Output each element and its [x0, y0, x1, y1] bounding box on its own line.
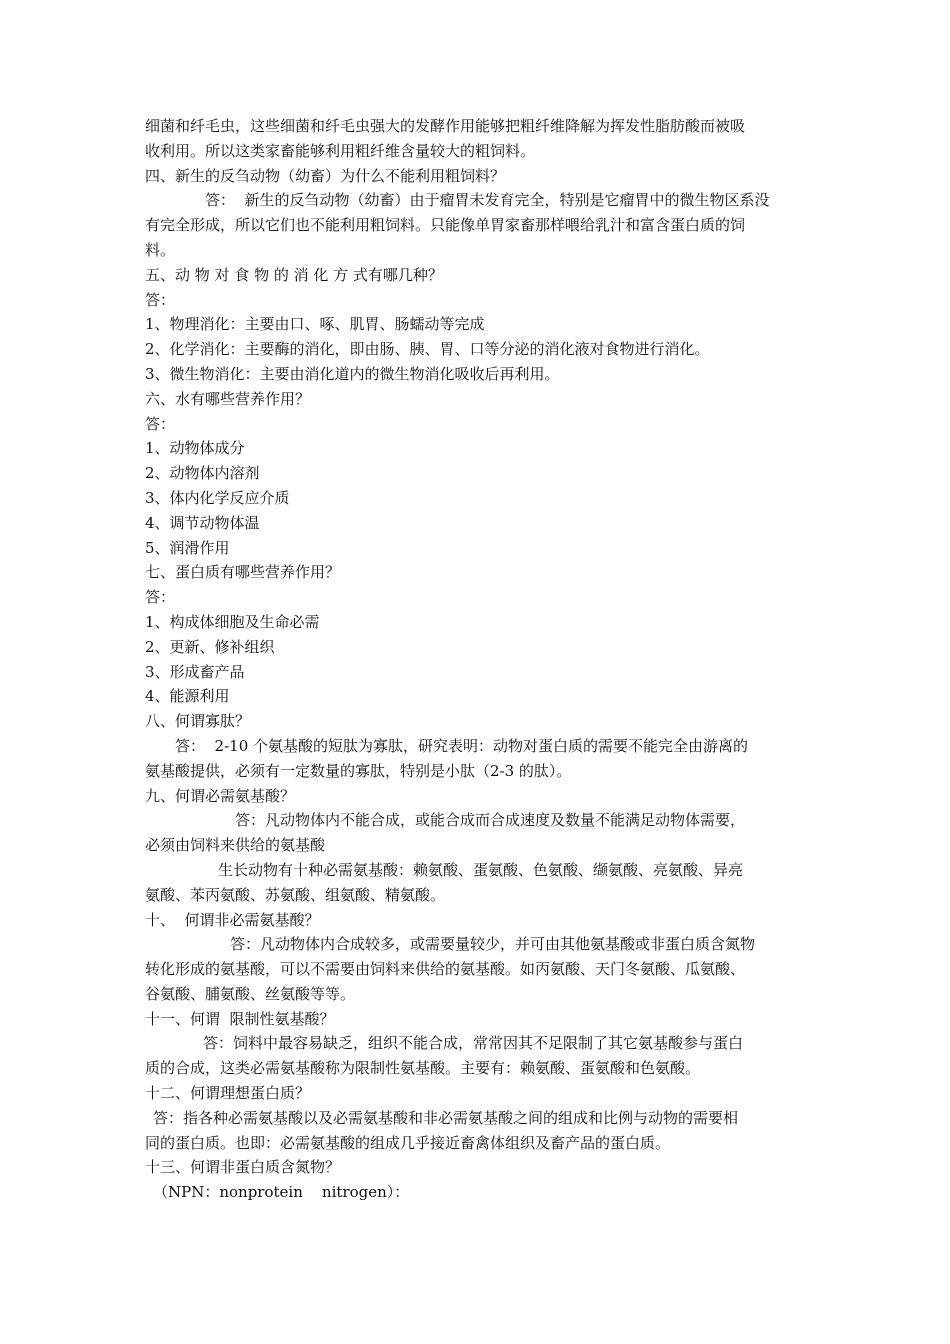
- text-line: 2、化学消化：主要酶的消化，即由肠、胰、胃、口等分泌的消化液对食物进行消化。: [145, 340, 710, 359]
- text-line: 生长动物有十种必需氨基酸：赖氨酸、蛋氨酸、色氨酸、缬氨酸、亮氨酸、异亮: [218, 860, 744, 879]
- text-line: 十一、何谓 限制性氨基酸？: [145, 1009, 335, 1028]
- text-line: 料。: [145, 240, 176, 259]
- text-line: 答：: [145, 290, 176, 309]
- text-line: 2、更新、修补组织: [145, 637, 275, 656]
- text-line: 2、动物体内溶剂: [145, 464, 260, 483]
- text-line: 有完全形成，所以它们也不能利用粗饲料。只能像单胃家畜那样喂给乳汁和富含蛋白质的饲: [145, 216, 746, 235]
- text-line: （NPN：nonprotein nitrogen）：: [153, 1183, 410, 1202]
- text-line: 八、何谓寡肽？: [145, 712, 251, 731]
- text-line: 七、蛋白质有哪些营养作用？: [145, 563, 341, 582]
- text-line: 氨酸、苯丙氨酸、苏氨酸、组氨酸、精氨酸。: [145, 885, 446, 904]
- text-line: 十二、何谓理想蛋白质？: [145, 1084, 311, 1103]
- text-line: 答：凡动物体内合成较多，或需要量较少，并可由其他氨基酸或非蛋白质含氮物: [230, 935, 756, 954]
- text-line: 答：指各种必需氨基酸以及必需氨基酸和非必需氨基酸之间的组成和比例与动物的需要相: [153, 1108, 739, 1127]
- text-line: 4、能源利用: [145, 687, 230, 706]
- text-line: 答：: [145, 414, 176, 433]
- text-line: 四、新生的反刍动物（幼畜）为什么不能利用粗饲料？: [145, 166, 506, 185]
- text-line: 1、构成体细胞及生命必需: [145, 612, 320, 631]
- text-line: 五、动 物 对 食 物 的 消 化 方 式有哪几种？: [145, 265, 443, 284]
- text-line: 六、水有哪些营养作用？: [145, 389, 311, 408]
- text-line: 谷氨酸、脯氨酸、丝氨酸等等。: [145, 984, 356, 1003]
- text-line: 答： 新生的反刍动物（幼畜）由于瘤胃未发育完全，特别是它瘤胃中的微生物区系没: [205, 191, 770, 210]
- text-line: 十、 何谓非必需氨基酸？: [145, 910, 320, 929]
- text-line: 3、形成畜产品: [145, 662, 245, 681]
- text-line: 答：凡动物体内不能合成，或能合成而合成速度及数量不能满足动物体需要，: [235, 811, 746, 830]
- text-line: 必须由饲料来供给的氨基酸: [145, 836, 326, 855]
- text-line: 收利用。所以这类家畜能够利用粗纤维含量较大的粗饲料。: [145, 141, 536, 160]
- text-line: 5、润滑作用: [145, 538, 230, 557]
- text-line: 1、动物体成分: [145, 439, 245, 458]
- text-line: 质的合成，这类必需氨基酸称为限制性氨基酸。主要有：赖氨酸、蛋氨酸和色氨酸。: [145, 1059, 701, 1078]
- text-line: 答：饲料中最容易缺乏，组织不能合成，常常因其不足限制了其它氨基酸参与蛋白: [203, 1034, 744, 1053]
- text-line: 1、物理消化：主要由口、啄、肌胃、肠蠕动等完成: [145, 315, 485, 334]
- text-line: 十三、何谓非蛋白质含氮物？: [145, 1158, 341, 1177]
- document-page: [145, 114, 809, 1205]
- text-line: 4、调节动物体温: [145, 513, 260, 532]
- text-line: 转化形成的氨基酸，可以不需要由饲料来供给的氨基酸。如丙氨酸、天门冬氨酸、瓜氨酸、: [145, 960, 746, 979]
- text-line: 细菌和纤毛虫，这些细菌和纤毛虫强大的发酵作用能够把粗纤维降解为挥发性脂肪酸而被吸: [145, 117, 746, 135]
- text-line: 3、微生物消化：主要由消化道内的微生物消化吸收后再利用。: [145, 364, 560, 383]
- text-line: 氨基酸提供，必须有一定数量的寡肽，特别是小肽（2-3 的肽）。: [145, 761, 572, 780]
- text-line: 3、体内化学反应介质: [145, 488, 290, 507]
- text-line: 同的蛋白质。也即：必需氨基酸的组成几乎接近畜禽体组织及畜产品的蛋白质。: [145, 1133, 671, 1152]
- text-line: 答： 2-10 个氨基酸的短肽为寡肽，研究表明：动物对蛋白质的需要不能完全由游离的: [175, 736, 749, 755]
- text-line: 九、何谓必需氨基酸？: [145, 786, 296, 805]
- text-line: 答：: [145, 588, 176, 607]
